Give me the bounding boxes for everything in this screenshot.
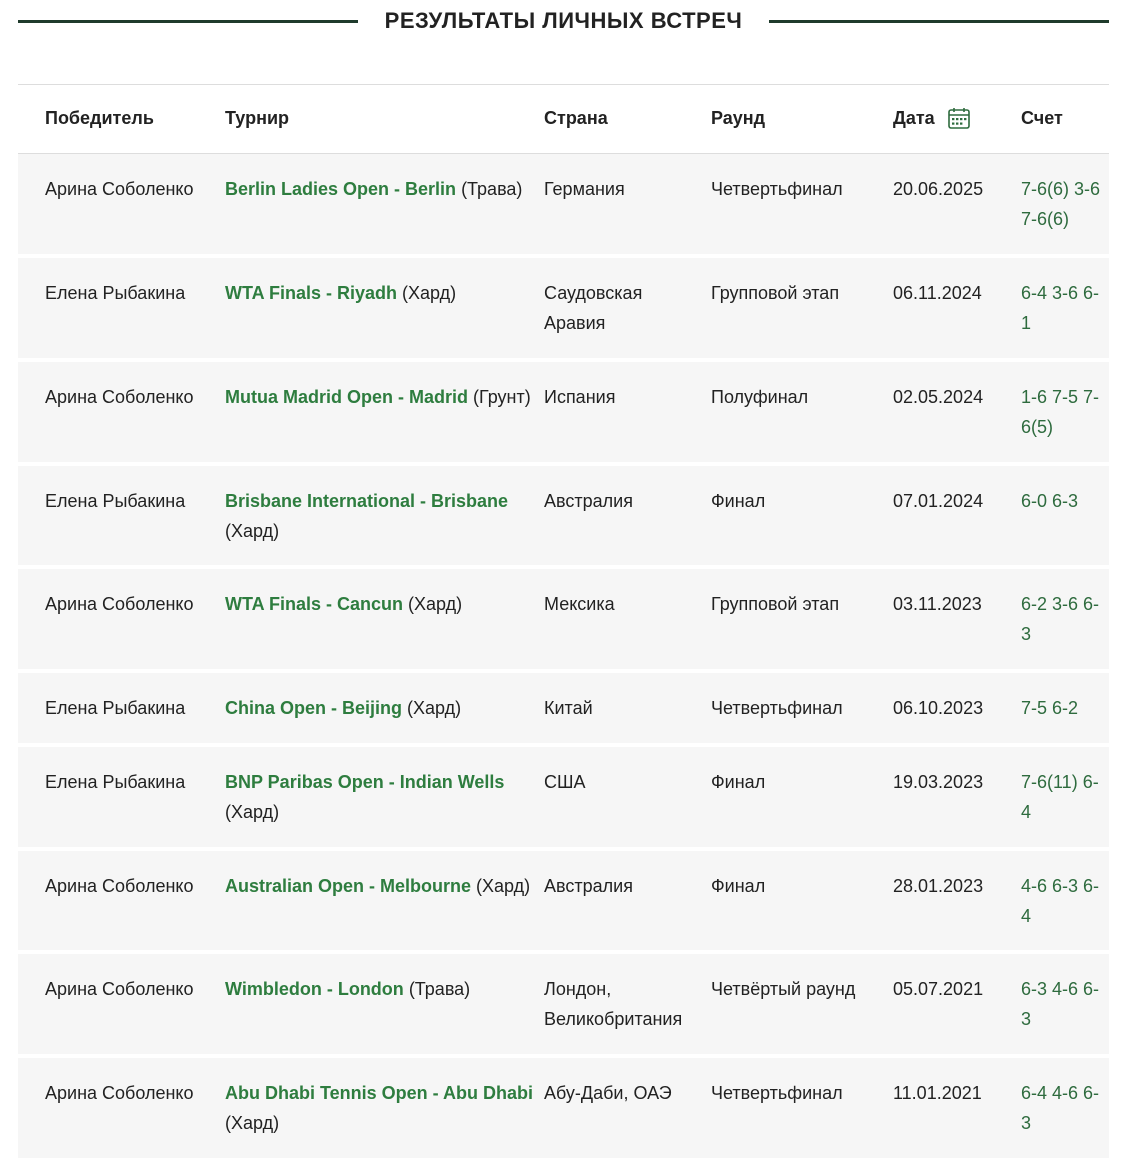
country-cell: Саудовская Аравия (544, 283, 643, 333)
date-cell: 20.06.2025 (893, 179, 984, 199)
score-link[interactable]: 6-4 3-6 6-1 (1021, 283, 1100, 333)
date-cell: 28.01.2023 (893, 876, 984, 896)
surface-label: (Хард) (407, 698, 462, 718)
tournament-cell (225, 974, 543, 1004)
column-header-tournament[interactable]: Турнир (225, 108, 290, 128)
tournament-cell (225, 382, 543, 412)
tournament-link[interactable]: Mutua Madrid Open - Madrid (225, 387, 468, 407)
winner-cell: Арина Соболенко (45, 979, 194, 999)
date-cell: 03.11.2023 (893, 594, 982, 614)
column-header-winner[interactable]: Победитель (45, 108, 154, 128)
winner-cell: Арина Соболенко (45, 179, 194, 199)
table-row (18, 569, 1109, 669)
tournament-cell (225, 767, 543, 827)
date-cell: 06.10.2023 (893, 698, 984, 718)
tournament-cell (225, 486, 543, 546)
winner-cell: Елена Рыбакина (45, 772, 186, 792)
country-cell: США (544, 772, 586, 792)
column-header-score[interactable]: Счет (1021, 108, 1063, 128)
tournament-cell (225, 693, 543, 723)
round-cell: Полуфинал (711, 387, 809, 407)
winner-cell: Арина Соболенко (45, 1083, 194, 1103)
surface-label: (Хард) (225, 521, 280, 541)
column-header-round[interactable]: Раунд (711, 108, 766, 128)
tournament-cell (225, 174, 543, 204)
country-cell: Лондон, Великобритания (544, 979, 683, 1029)
country-cell: Абу-Даби, ОАЭ (544, 1083, 672, 1103)
tournament-link[interactable]: China Open - Beijing (225, 698, 403, 718)
surface-label: (Грунт) (473, 387, 531, 407)
date-cell: 07.01.2024 (893, 491, 984, 511)
surface-label: (Хард) (476, 876, 531, 896)
score-link[interactable]: 6-2 3-6 6-3 (1021, 594, 1100, 644)
tournament-link[interactable]: Australian Open - Melbourne (225, 876, 472, 896)
round-cell: Групповой этап (711, 283, 840, 303)
score-link[interactable]: 6-3 4-6 6-3 (1021, 979, 1100, 1029)
score-link[interactable]: 6-4 4-6 6-3 (1021, 1083, 1100, 1133)
round-cell: Финал (711, 491, 766, 511)
round-cell: Четвертьфинал (711, 698, 843, 718)
table-row (18, 673, 1109, 743)
table-row (18, 851, 1109, 950)
table-row (18, 154, 1109, 254)
section-title: РЕЗУЛЬТАТЫ ЛИЧНЫХ ВСТРЕЧ (384, 8, 743, 33)
winner-cell: Арина Соболенко (45, 387, 194, 407)
header-divider-right (769, 20, 1109, 23)
date-cell: 11.01.2021 (893, 1083, 982, 1103)
round-cell: Финал (711, 772, 766, 792)
winner-cell: Елена Рыбакина (45, 283, 186, 303)
surface-label: (Трава) (408, 979, 471, 999)
country-cell: Китай (544, 698, 593, 718)
date-cell: 19.03.2023 (893, 772, 984, 792)
table-row (18, 362, 1109, 462)
date-cell: 02.05.2024 (893, 387, 984, 407)
country-cell: Мексика (544, 594, 615, 614)
score-link[interactable]: 6-0 6-3 (1021, 491, 1079, 511)
table-row (18, 747, 1109, 847)
surface-label: (Трава) (461, 179, 523, 199)
date-cell: 06.11.2024 (893, 283, 982, 303)
calendar-icon[interactable] (947, 106, 971, 130)
score-link[interactable]: 7-6(11) 6-4 (1021, 772, 1099, 822)
round-cell: Четвертьфинал (711, 1083, 843, 1103)
score-link[interactable]: 7-5 6-2 (1021, 698, 1079, 718)
tournament-cell (225, 589, 543, 619)
surface-label: (Хард) (402, 283, 457, 303)
table-row (18, 954, 1109, 1054)
tournament-link[interactable]: Abu Dhabi Tennis Open - Abu Dhabi (225, 1083, 533, 1103)
country-cell: Германия (544, 179, 625, 199)
round-cell: Групповой этап (711, 594, 840, 614)
country-cell: Австралия (544, 876, 633, 896)
surface-label: (Хард) (225, 802, 280, 822)
surface-label: (Хард) (225, 1113, 280, 1133)
score-link[interactable]: 4-6 6-3 6-4 (1021, 876, 1100, 926)
column-header-country[interactable]: Страна (544, 108, 608, 128)
tournament-link[interactable]: Wimbledon - London (225, 979, 404, 999)
tournament-link[interactable]: WTA Finals - Cancun (225, 594, 403, 614)
country-cell: Испания (544, 387, 616, 407)
score-link[interactable]: 1-6 7-5 7-6(5) (1021, 387, 1100, 437)
score-link[interactable]: 7-6(6) 3-6 7-6(6) (1021, 179, 1101, 229)
tournament-link[interactable]: Brisbane International - Brisbane (225, 491, 509, 511)
tournament-link[interactable]: Berlin Ladies Open - Berlin (225, 179, 457, 199)
round-cell: Четвёртый раунд (711, 979, 856, 999)
tournament-cell (225, 278, 543, 308)
round-cell: Финал (711, 876, 766, 896)
table-row (18, 1058, 1109, 1158)
column-header-date[interactable]: Дата (893, 108, 935, 128)
header-divider-left (18, 20, 358, 23)
winner-cell: Арина Соболенко (45, 594, 194, 614)
table-row (18, 258, 1109, 358)
surface-label: (Хард) (408, 594, 463, 614)
tournament-link[interactable]: BNP Paribas Open - Indian Wells (225, 772, 505, 792)
country-cell: Австралия (544, 491, 633, 511)
section-header (18, 0, 1109, 44)
tournament-cell (225, 871, 543, 901)
h2h-results-table (18, 84, 1109, 1158)
date-cell: 05.07.2021 (893, 979, 984, 999)
table-row (18, 466, 1109, 565)
table-header (18, 84, 1109, 154)
winner-cell: Арина Соболенко (45, 876, 194, 896)
tournament-cell (225, 1078, 543, 1138)
round-cell: Четвертьфинал (711, 179, 843, 199)
table-body (18, 154, 1109, 1158)
winner-cell: Елена Рыбакина (45, 491, 186, 511)
winner-cell: Елена Рыбакина (45, 698, 186, 718)
tournament-link[interactable]: WTA Finals - Riyadh (225, 283, 398, 303)
